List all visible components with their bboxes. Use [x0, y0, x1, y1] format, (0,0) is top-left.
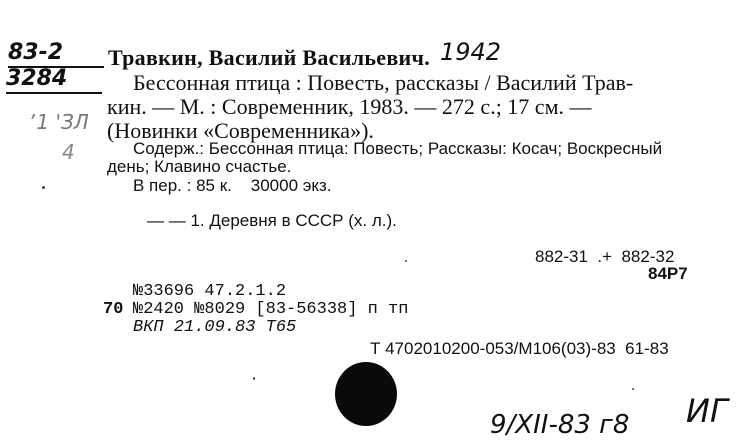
shelf-mark-2: 3284: [6, 66, 102, 94]
price-line: В пер. : 85 к. 30000 экз.: [133, 176, 332, 195]
speck: [253, 377, 255, 380]
id-line-1: №33696 47.2.1.2: [133, 282, 287, 301]
speck: [632, 388, 634, 390]
author-year: 1942: [440, 38, 502, 66]
id-line-3: ВКП 21.09.83 Т65: [133, 318, 297, 337]
shelf-mark-1: 83-2: [8, 40, 104, 68]
margin-note-1: ʼ1 'ЗЛ: [30, 110, 89, 134]
title-line-1: Бессонная птица : Повесть, рассказы / Василий Трав-: [133, 70, 634, 95]
contents-line-1: Содерж.: Бессонная птица: Повесть; Рассказы: Косач; Воскресный: [133, 139, 663, 158]
classification-codes: 882-31 .+ 882-32: [535, 247, 675, 266]
classification-code-2: 84Р7: [648, 264, 688, 283]
punch-hole: [335, 362, 397, 426]
id-prefix: 70: [103, 300, 124, 319]
title-line-2: кин. — М. : Современник, 1983. — 272 с.; 17 см. —: [107, 94, 592, 119]
margin-note-2: 4: [62, 140, 75, 164]
contents-line-2: день; Клавино счастье.: [107, 157, 292, 176]
speck: [42, 186, 45, 189]
author-heading: Травкин, Василий Васильевич.: [108, 45, 431, 70]
isbn-line: Т 4702010200-053/М106(03)-83 61-83: [370, 339, 669, 358]
bottom-initials: ИГ: [686, 392, 728, 430]
subject-heading: — — 1. Деревня в СССР (х. л.).: [147, 211, 397, 230]
title-line-3: (Новинки «Современника»).: [107, 118, 374, 143]
bottom-date-note: 9/XII-83 г8: [490, 410, 630, 440]
speck: [405, 260, 407, 262]
id-line-2: №2420 №8029 [83-56338] п тп: [133, 300, 409, 319]
